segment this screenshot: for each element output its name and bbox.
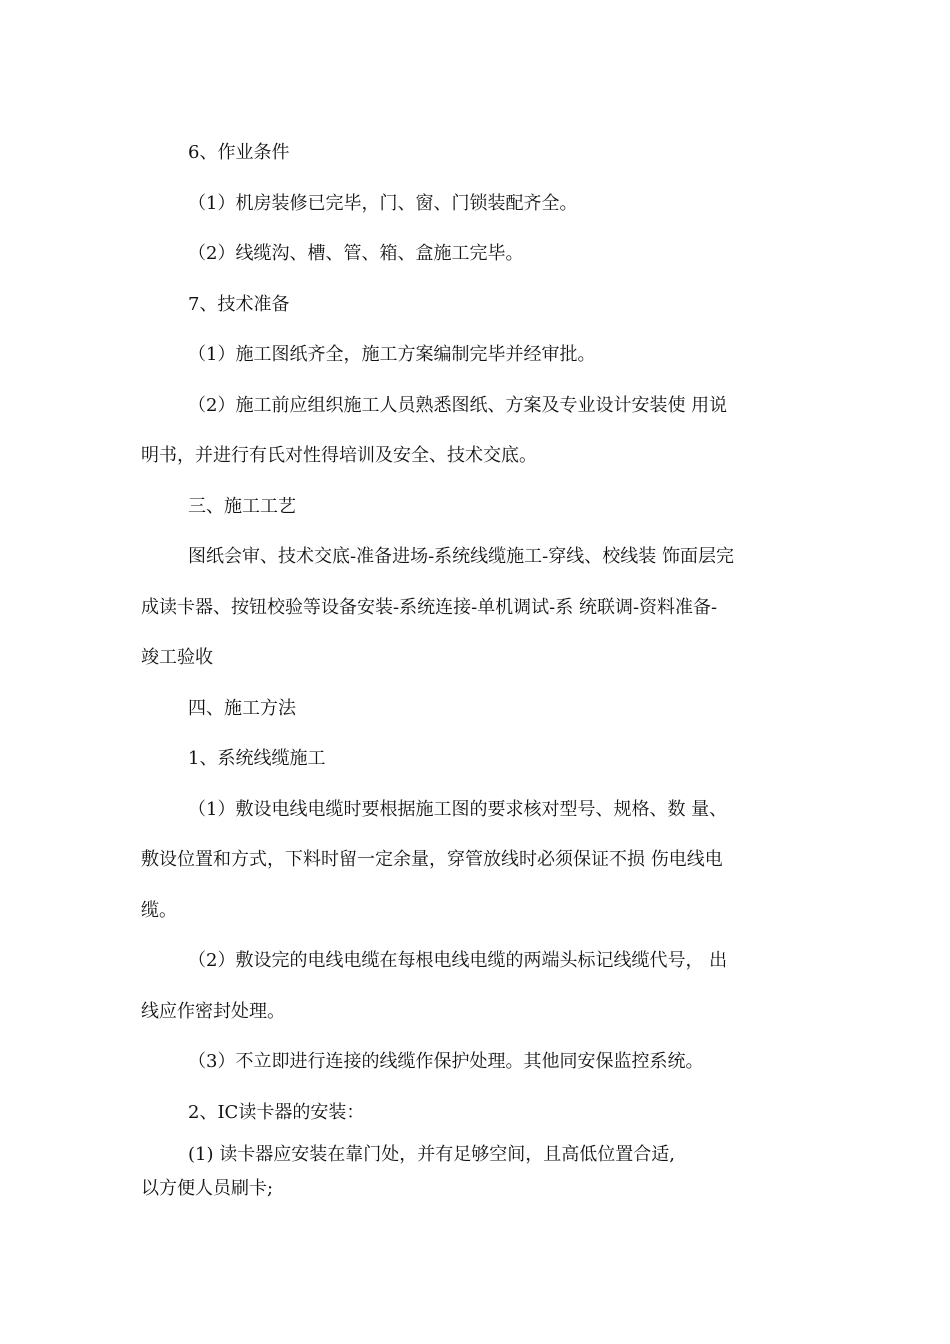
heading-construction-method: 四、施工方法	[188, 697, 296, 719]
paragraph-line: （2）施工前应组织施工人员熟悉图纸、方案及专业设计安装使 用说	[188, 394, 728, 416]
list-item: （2）线缆沟、槽、管、箱、盒施工完毕。	[188, 243, 524, 264]
paragraph-line: 以方便人员刷卡;	[141, 1178, 274, 1199]
paragraph	[141, 936, 821, 1037]
paragraph-line: 线应作密封处理。	[141, 1000, 285, 1022]
paragraph-line: 明书，并进行有氏对性得培训及安全、技术交底。	[141, 445, 537, 466]
heading-cable-construction: 1、系统线缆施工	[188, 748, 326, 769]
list-item: （3）不立即进行连接的线缆作保护处理。其他同安保监控系统。	[188, 1051, 704, 1072]
paragraph-line: 成读卡器、按钮校验等设备安装-系统连接-单机调试-系 统联调-资料准备-	[141, 596, 718, 618]
paragraph-line: （2）敷设完的电线电缆在每根电线电缆的两端头标记线缆代号， 出	[188, 950, 728, 971]
paragraph-line: （1）敷设电线电缆时要根据施工图的要求核对型号、规格、数 量、	[188, 798, 728, 820]
paragraph	[141, 1138, 821, 1206]
document-body	[141, 128, 821, 1206]
paragraph	[141, 381, 821, 482]
list-item: （1）机房装修已完毕，门、窗、门锁装配齐全。	[188, 192, 578, 214]
heading-ic-reader-install: 2、IC读卡器的安装：	[188, 1101, 365, 1123]
heading-construction-process: 三、施工工艺	[188, 495, 296, 517]
paragraph	[141, 785, 821, 937]
heading-work-conditions: 6、作业条件	[188, 142, 290, 163]
paragraph-line: 缆。	[141, 899, 177, 921]
heading-technical-preparation: 7、技术准备	[188, 293, 290, 315]
paragraph-line: 敷设位置和方式，下料时留一定余量，穿管放线时必须保证不损 伤电线电	[141, 849, 723, 870]
list-item: （1）施工图纸齐全，施工方案编制完毕并经审批。	[188, 344, 596, 365]
paragraph-line: 图纸会审、技术交底-准备进场-系统线缆施工-穿线、校线装 饰面层完	[188, 546, 734, 567]
paragraph	[141, 532, 821, 684]
paragraph-line: (1) 读卡器应安装在靠门处，并有足够空间，且高低位置合适,	[188, 1144, 675, 1165]
paragraph-line: 竣工验收	[141, 647, 213, 668]
